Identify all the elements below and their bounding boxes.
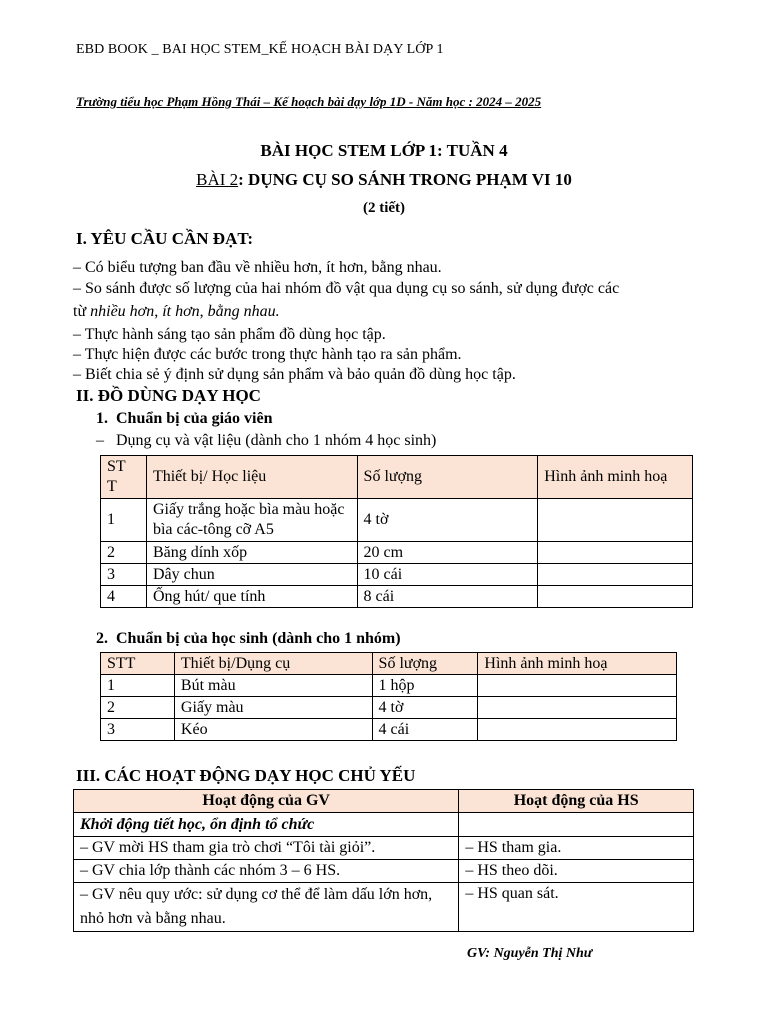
document-header: EBD BOOK _ BAI HỌC STEM_KẾ HOẠCH BÀI DẠY LỚP 1 xyxy=(76,42,444,57)
table-cell xyxy=(538,586,693,608)
table-row xyxy=(74,813,694,837)
table-header-row xyxy=(74,790,694,813)
lesson-name: : DỤNG CỤ SO SÁNH TRONG PHẠM VI 10 xyxy=(238,170,572,189)
table-row xyxy=(101,499,693,542)
table-cell: 4 xyxy=(101,586,147,608)
table-cell xyxy=(459,813,694,837)
lesson-title: BÀI HỌC STEM LỚP 1: TUẦN 4 xyxy=(260,141,508,160)
header-cell: Thiết bị/ Học liệu xyxy=(146,456,357,499)
table-cell: 8 cái xyxy=(357,586,538,608)
table-row xyxy=(101,586,693,608)
table-cell: 1 xyxy=(101,499,147,542)
lesson-number: BÀI 2 xyxy=(196,170,239,189)
table-cell: Dây chun xyxy=(146,564,357,586)
student-materials-table xyxy=(100,652,677,741)
table-cell: – HS theo dõi. xyxy=(459,860,694,883)
table-cell: Kéo xyxy=(174,719,372,741)
table-cell: 3 xyxy=(101,564,147,586)
header-cell: Hoạt động của HS xyxy=(459,790,694,813)
table-row xyxy=(74,883,694,932)
lesson-duration: (2 tiết) xyxy=(362,200,406,216)
header-cell: Hoạt động của GV xyxy=(74,790,459,813)
teacher-prep-note: – Dụng cụ và vật liệu (dành cho 1 nhóm 4 học sinh) xyxy=(96,432,437,449)
section-1-body xyxy=(73,258,703,385)
section-1-heading: I. YÊU CẦU CẦN ĐẠT: xyxy=(76,229,254,248)
table-cell xyxy=(538,542,693,564)
table-cell xyxy=(478,697,677,719)
table-cell: 4 tờ xyxy=(357,499,538,542)
section-2-heading: II. ĐỒ DÙNG DẠY HỌC xyxy=(76,386,261,405)
table-cell: 2 xyxy=(101,697,175,719)
table-cell: 4 tờ xyxy=(372,697,478,719)
table-header-row xyxy=(101,456,693,499)
teacher-materials-table xyxy=(100,455,693,608)
table-cell: Giấy trắng hoặc bìa màu hoặc bìa các-tông cỡ A5 xyxy=(146,499,357,542)
header-cell: Hình ảnh minh hoạ xyxy=(538,456,693,499)
table-row xyxy=(101,675,677,697)
table-row xyxy=(74,837,694,860)
header-cell: Số lượng xyxy=(372,653,478,675)
table-row xyxy=(101,697,677,719)
table-cell xyxy=(478,675,677,697)
header-cell: STT xyxy=(101,653,175,675)
section-3-heading: III. CÁC HOẠT ĐỘNG DẠY HỌC CHỦ YẾU xyxy=(76,766,416,785)
school-line: Trường tiểu học Phạm Hồng Thái – Kế hoạch bài dạy lớp 1D - Năm học : 2024 – 2025 xyxy=(76,94,542,109)
table-row xyxy=(101,542,693,564)
table-cell: Băng dính xốp xyxy=(146,542,357,564)
table-cell: 3 xyxy=(101,719,175,741)
objective-line: – Biết chia sẻ ý định sử dụng sản phẩm và bảo quản đồ dùng học tập. xyxy=(73,366,516,383)
table-cell: 20 cm xyxy=(357,542,538,564)
table-row xyxy=(101,564,693,586)
teacher-prep-heading: 1. Chuẩn bị của giáo viên xyxy=(96,410,273,427)
activities-table xyxy=(73,789,694,932)
objective-line: từ nhiều hơn, ít hơn, bằng nhau. xyxy=(73,303,280,320)
objective-line: – Thực hành sáng tạo sản phẩm đồ dùng học tập. xyxy=(73,326,386,343)
header-cell: Hình ảnh minh hoạ xyxy=(478,653,677,675)
teacher-signature: GV: Nguyễn Thị Như xyxy=(467,946,593,961)
header-cell: Thiết bị/Dụng cụ xyxy=(174,653,372,675)
table-cell: – GV mời HS tham gia trò chơi “Tôi tài giỏi”. xyxy=(74,837,459,860)
table-cell: 2 xyxy=(101,542,147,564)
student-prep-heading: 2. Chuẩn bị của học sinh (dành cho 1 nhóm) xyxy=(96,630,401,647)
table-cell xyxy=(538,499,693,542)
table-cell: – HS tham gia. xyxy=(459,837,694,860)
objective-line: – So sánh được số lượng của hai nhóm đồ vật qua dụng cụ so sánh, sử dụng được các xyxy=(73,280,620,297)
table-cell xyxy=(478,719,677,741)
table-cell: – GV nêu quy ước: sử dụng cơ thể để làm dấu lớn hơn, nhỏ hơn và bằng nhau. xyxy=(74,883,459,932)
table-cell: Khởi động tiết học, ổn định tổ chức xyxy=(74,813,459,837)
table-cell: Bút màu xyxy=(174,675,372,697)
objective-line: – Có biểu tượng ban đầu về nhiều hơn, ít hơn, bằng nhau. xyxy=(73,259,442,276)
table-cell: 1 hộp xyxy=(372,675,478,697)
table-cell: 1 xyxy=(101,675,175,697)
header-cell: ST T xyxy=(101,456,147,499)
table-cell: – HS quan sát. xyxy=(459,883,694,932)
table-row xyxy=(101,719,677,741)
table-row xyxy=(74,860,694,883)
table-cell: – GV chia lớp thành các nhóm 3 – 6 HS. xyxy=(74,860,459,883)
objective-line: – Thực hiện được các bước trong thực hành tạo ra sản phẩm. xyxy=(73,346,462,363)
table-cell xyxy=(538,564,693,586)
table-cell: Ống hút/ que tính xyxy=(146,586,357,608)
lesson-subtitle xyxy=(0,170,768,190)
table-cell: 10 cái xyxy=(357,564,538,586)
table-cell: Giấy màu xyxy=(174,697,372,719)
table-cell: 4 cái xyxy=(372,719,478,741)
table-header-row xyxy=(101,653,677,675)
header-cell: Số lượng xyxy=(357,456,538,499)
